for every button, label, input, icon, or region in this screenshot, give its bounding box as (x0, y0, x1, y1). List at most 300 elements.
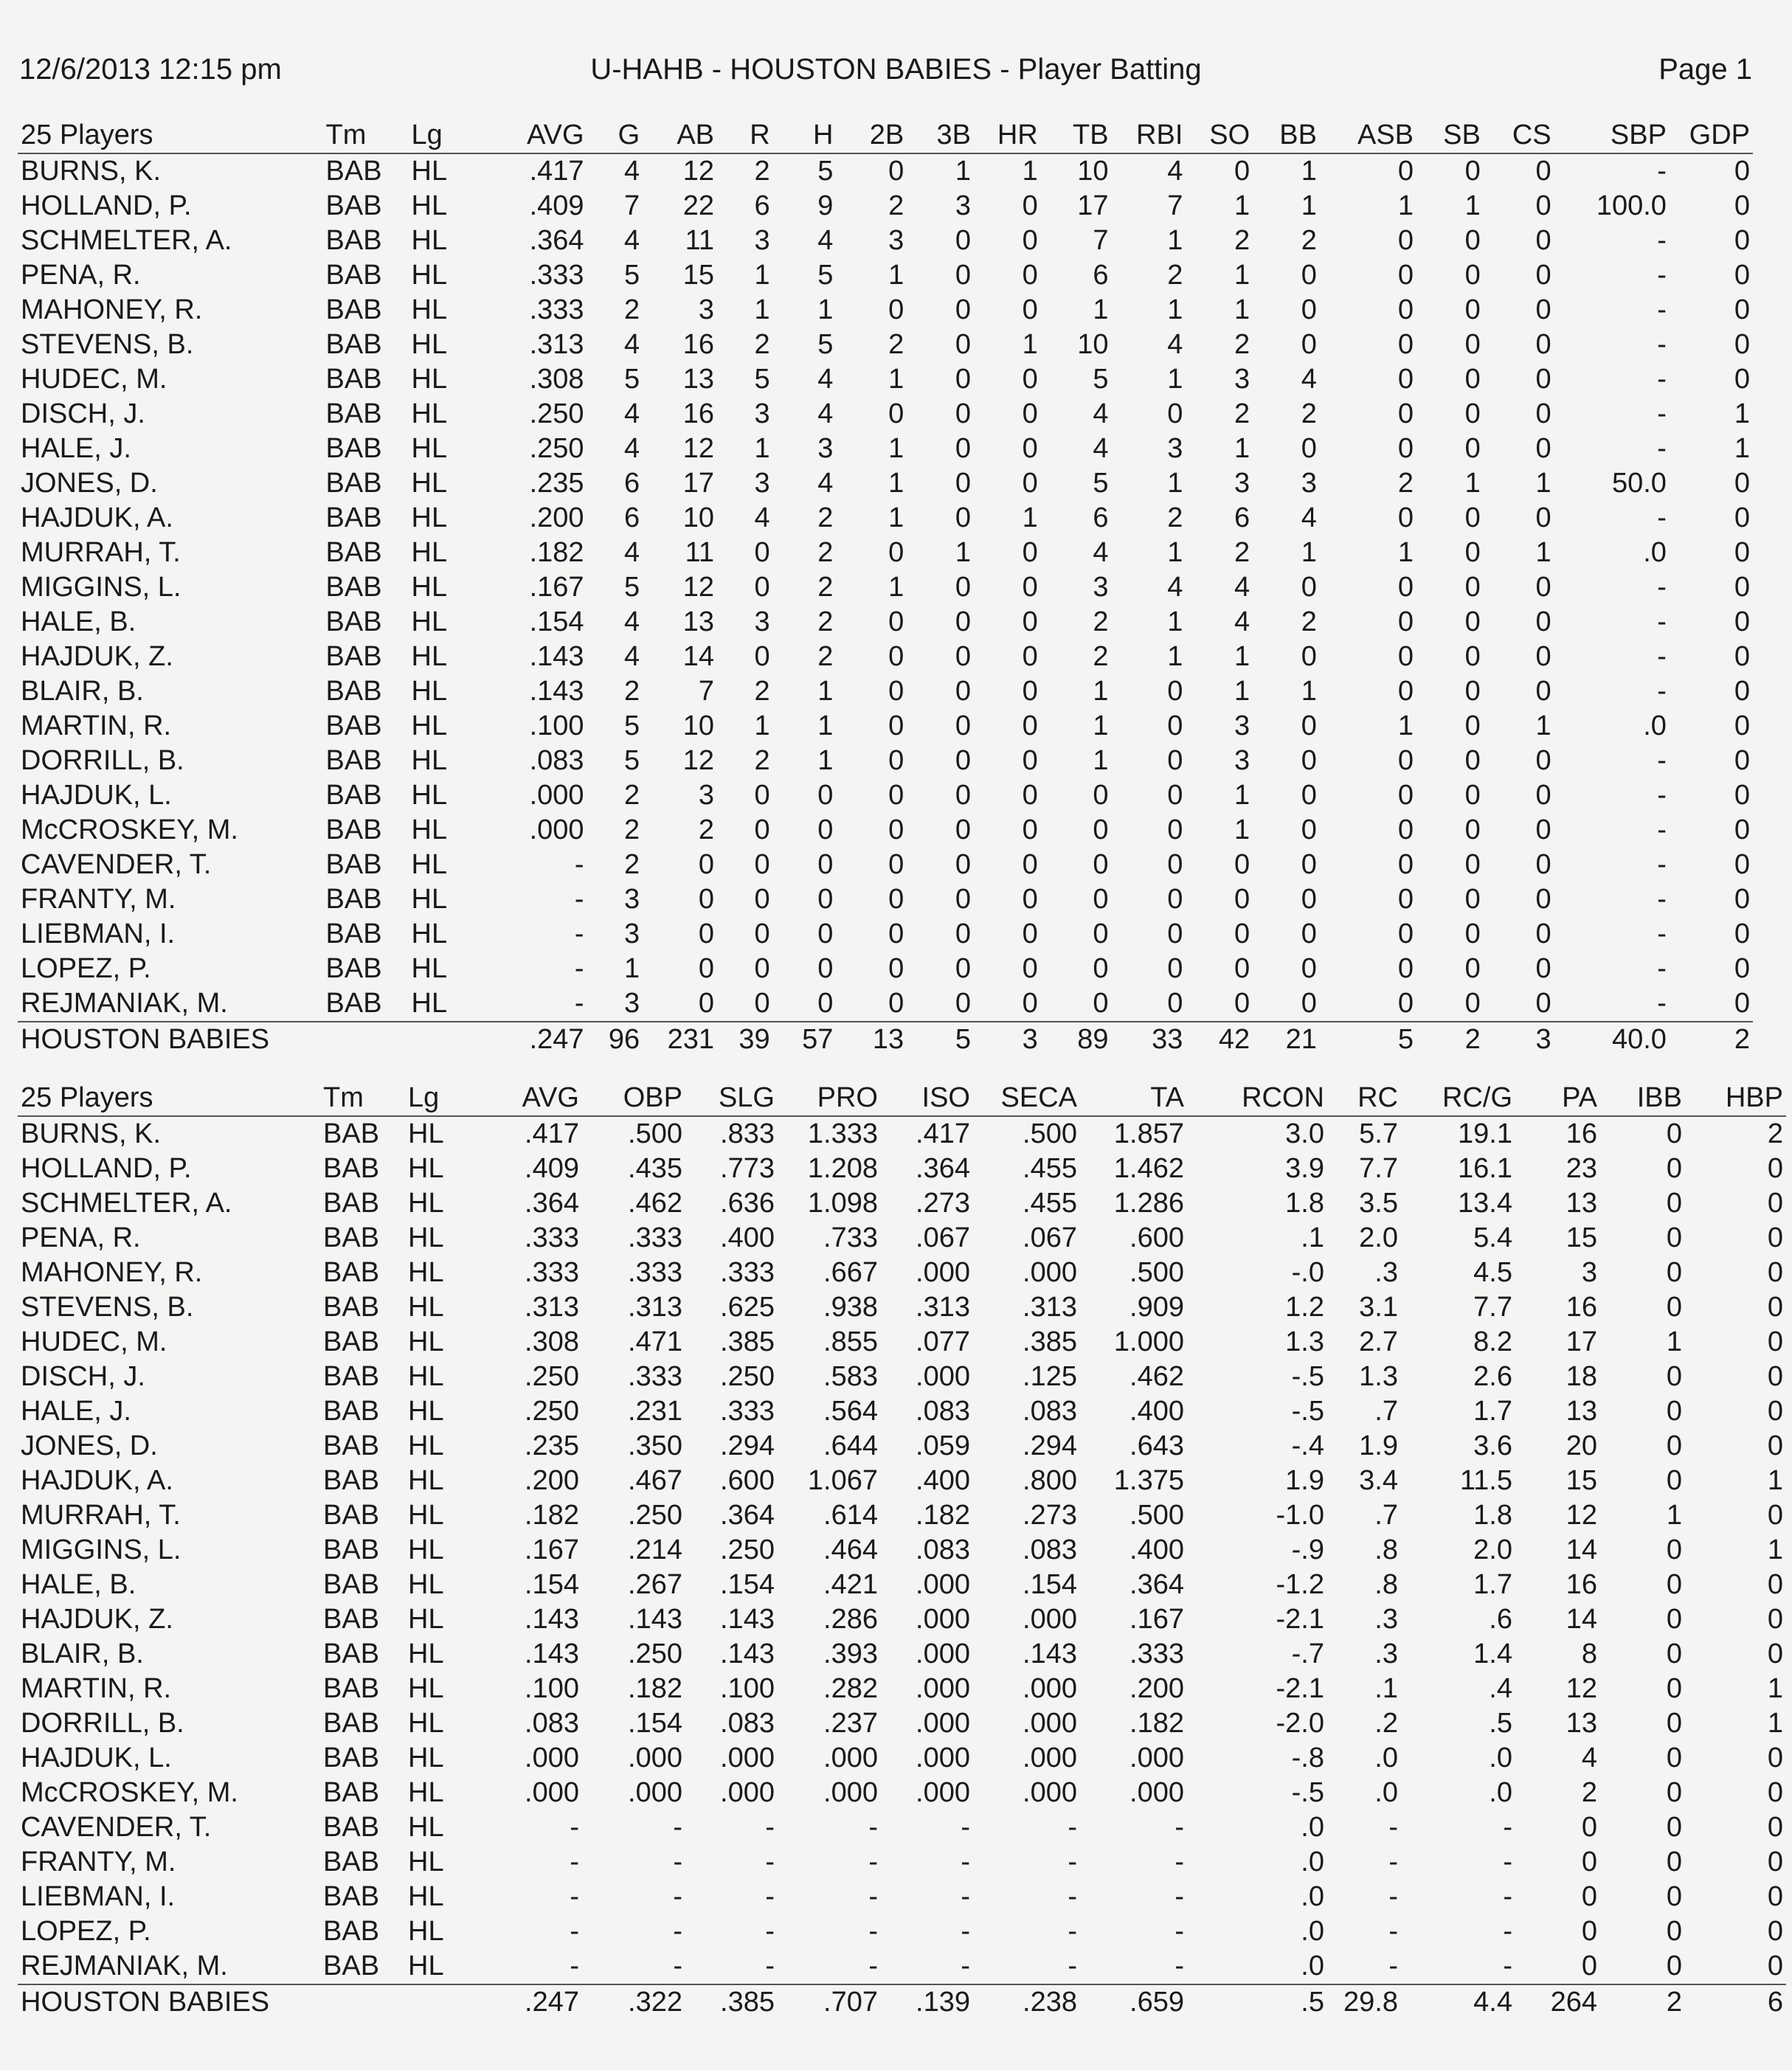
stat-cell-avg: .000 (525, 1742, 579, 1773)
stat-cell-tm: BAB (325, 641, 382, 672)
stat-cell-pa: 14 (1566, 1604, 1597, 1635)
total-cell-tm (323, 1022, 409, 1057)
stat-cell-hbp: 0 (1767, 1222, 1783, 1253)
stat-cell-obp: .435 (628, 1153, 682, 1184)
player-name: DORRILL, B. (21, 745, 184, 776)
stat-cell-g: 3 (624, 988, 640, 1019)
stat-cell-h: 1 (817, 745, 834, 776)
player-name: CAVENDER, T. (21, 1812, 212, 1843)
stat-cell-pa: 0 (1581, 1881, 1597, 1912)
stat-cell-obp: .214 (628, 1534, 682, 1565)
player-row (18, 1706, 1786, 1741)
stat-cell-bb: 0 (1301, 953, 1317, 984)
player-row (18, 952, 1753, 986)
player-row (18, 813, 1753, 848)
stat-cell-sbp: - (1657, 606, 1667, 637)
stat-cell-hbp: 0 (1767, 1292, 1783, 1323)
stat-cell-obp: .313 (628, 1292, 682, 1323)
stat-cell-tm: BAB (325, 676, 382, 707)
stat-cell-ab: 12 (682, 433, 715, 464)
stat-cell-g: 4 (624, 329, 640, 360)
stat-cell-so: 1 (1234, 190, 1250, 221)
stat-cell-r: 0 (754, 953, 770, 984)
stat-cell-g: 3 (624, 918, 640, 949)
player-name: HAJDUK, Z. (21, 1604, 173, 1635)
stat-cell-iso: .000 (916, 1777, 970, 1808)
stat-cell-bb: 0 (1301, 572, 1317, 603)
player-name: PENA, R. (21, 1222, 141, 1253)
stat-cell-obp: .154 (628, 1708, 682, 1739)
column-header-ab: AB (643, 118, 717, 153)
stat-cell-3b: 0 (955, 294, 971, 325)
column-header-rcon: RCON (1187, 1081, 1327, 1116)
column-header-sb: SB (1416, 118, 1484, 153)
stat-cell-rbi: 1 (1167, 537, 1183, 568)
stat-cell-iso: .083 (916, 1396, 970, 1427)
player-row (18, 1949, 1786, 1984)
stat-cell-3b: 0 (955, 814, 971, 845)
stat-cell-tb: 4 (1093, 433, 1109, 464)
stat-cell-r: 3 (754, 398, 770, 429)
stat-cell-ibb: 0 (1666, 1916, 1682, 1947)
stat-cell-ab: 3 (698, 780, 715, 811)
stat-cell-tm: BAB (323, 1777, 380, 1808)
stat-cell-lg: HL (411, 884, 448, 915)
stat-cell-lg: HL (411, 676, 448, 707)
stat-cell-2b: 2 (888, 190, 904, 221)
player-row (18, 1464, 1786, 1498)
stat-cell-hr: 0 (1022, 294, 1038, 325)
stat-cell-so: 0 (1234, 884, 1250, 915)
stat-cell-avg: - (570, 1950, 579, 1981)
stat-cell-tm: BAB (323, 1950, 380, 1981)
stat-cell-3b: 0 (955, 225, 971, 256)
stat-cell-tb: 5 (1093, 468, 1109, 499)
stat-cell-obp: - (673, 1950, 682, 1981)
stat-cell-hr: 0 (1022, 780, 1038, 811)
stat-cell-asb: 1 (1397, 190, 1414, 221)
stat-cell-pa: 12 (1566, 1673, 1597, 1704)
stat-cell-pro: - (868, 1881, 878, 1912)
stat-cell-pro: .464 (823, 1534, 878, 1565)
total-cell-2b: 13 (836, 1022, 907, 1057)
stat-cell-h: 2 (817, 537, 834, 568)
stat-cell-lg: HL (408, 1222, 444, 1253)
column-header-2b: 2B (836, 118, 907, 153)
total-cell-avg: .247 (475, 1022, 587, 1057)
stat-cell-sbp: - (1657, 364, 1667, 395)
player-row (18, 882, 1753, 917)
player-row (18, 1533, 1786, 1568)
stat-cell-cs: 0 (1535, 225, 1551, 256)
stat-cell-lg: HL (411, 190, 448, 221)
total-cell-pa: 264 (1515, 1984, 1600, 2020)
stat-cell-hbp: 0 (1767, 1812, 1783, 1843)
stat-cell-ta: .182 (1129, 1708, 1184, 1739)
stat-cell-r: 0 (754, 537, 770, 568)
player-row (18, 1880, 1786, 1914)
stat-cell-3b: 0 (955, 433, 971, 464)
stat-cell-sb: 0 (1464, 537, 1481, 568)
stat-cell-tm: BAB (325, 294, 382, 325)
column-header-avg: AVG (471, 1081, 582, 1116)
stat-cell-rcon: -.9 (1291, 1534, 1324, 1565)
stat-cell-avg: .308 (525, 1326, 579, 1357)
stat-cell-avg: - (574, 988, 584, 1019)
stat-cell-gdp: 0 (1734, 814, 1750, 845)
stat-cell-gdp: 0 (1734, 468, 1750, 499)
stat-cell-cs: 0 (1535, 745, 1551, 776)
stat-cell-tm: BAB (323, 1465, 380, 1496)
stat-cell-so: 2 (1234, 398, 1250, 429)
stat-cell-rcon: .0 (1301, 1916, 1324, 1947)
stat-cell-sbp: 100.0 (1596, 190, 1667, 221)
stat-cell-seca: .455 (1023, 1153, 1077, 1184)
stat-cell-bb: 2 (1301, 398, 1317, 429)
stat-cell-iso: - (961, 1950, 970, 1981)
stat-cell-avg: .200 (525, 1465, 579, 1496)
stat-cell-h: 4 (817, 398, 834, 429)
stat-cell-2b: 3 (888, 225, 904, 256)
stat-cell-lg: HL (411, 814, 448, 845)
stat-cell-pro: .421 (823, 1569, 878, 1600)
stat-cell-cs: 0 (1535, 156, 1551, 187)
stat-cell-ta: .500 (1129, 1257, 1184, 1288)
stat-cell-rc-g: 11.5 (1459, 1465, 1512, 1496)
stat-cell-lg: HL (411, 225, 448, 256)
stat-cell-avg: .143 (529, 641, 584, 672)
stat-cell-obp: .350 (628, 1430, 682, 1461)
stat-cell-h: 2 (817, 641, 834, 672)
stat-cell-so: 1 (1234, 780, 1250, 811)
stat-cell-avg: .250 (525, 1396, 579, 1427)
stat-cell-lg: HL (408, 1465, 444, 1496)
stat-cell-tm: BAB (325, 953, 382, 984)
player-row (18, 1394, 1786, 1429)
player-row (18, 397, 1753, 432)
stat-cell-lg: HL (411, 329, 448, 360)
stat-cell-ta: .333 (1129, 1638, 1184, 1669)
stat-cell-hbp: 0 (1767, 1257, 1783, 1288)
player-row (18, 640, 1753, 674)
stat-cell-lg: HL (411, 502, 448, 533)
stat-cell-rcon: -2.0 (1276, 1708, 1324, 1739)
total-cell-tm (320, 1984, 405, 2020)
stat-cell-lg: HL (411, 745, 448, 776)
total-cell-sb: 2 (1416, 1022, 1484, 1057)
column-header-gdp: GDP (1670, 118, 1753, 153)
stat-cell-sb: 0 (1464, 953, 1481, 984)
stat-cell-pa: 8 (1581, 1638, 1597, 1669)
stat-cell-sb: 0 (1464, 398, 1481, 429)
stat-cell-lg: HL (411, 780, 448, 811)
stat-cell-h: 4 (817, 364, 834, 395)
stat-cell-rbi: 1 (1167, 364, 1183, 395)
stat-cell-h: 4 (817, 468, 834, 499)
stat-cell-pa: 0 (1581, 1846, 1597, 1877)
stat-cell-so: 6 (1234, 502, 1250, 533)
stat-cell-2b: 0 (888, 745, 904, 776)
stat-cell-gdp: 0 (1734, 918, 1750, 949)
stat-cell-pro: 1.333 (807, 1118, 878, 1149)
stat-cell-so: 3 (1234, 745, 1250, 776)
total-cell-obp: .322 (582, 1984, 685, 2020)
stat-cell-iso: - (961, 1846, 970, 1877)
stat-cell-rc: .0 (1374, 1777, 1398, 1808)
stat-cell-avg: .167 (529, 572, 584, 603)
stat-cell-g: 5 (624, 572, 640, 603)
stat-cell-lg: HL (408, 1604, 444, 1635)
column-header-hr: HR (974, 118, 1041, 153)
report-date: 12/6/2013 12:15 pm (19, 53, 282, 86)
player-row (18, 1568, 1786, 1602)
stat-cell-slg: - (765, 1881, 775, 1912)
player-row (18, 848, 1753, 882)
stat-cell-avg: .417 (529, 156, 584, 187)
stat-cell-rc: 3.5 (1359, 1188, 1398, 1219)
stat-cell-lg: HL (411, 641, 448, 672)
stat-cell-ab: 0 (698, 884, 715, 915)
total-cell-rcon: .5 (1187, 1984, 1327, 2020)
stat-cell-avg: .313 (529, 329, 584, 360)
stat-cell-seca: - (1068, 1950, 1077, 1981)
stat-cell-hbp: 0 (1767, 1326, 1783, 1357)
stat-cell-3b: 0 (955, 745, 971, 776)
player-name: LIEBMAN, I. (21, 1881, 176, 1912)
stat-cell-ab: 14 (682, 641, 715, 672)
player-row (18, 570, 1753, 605)
stat-cell-sb: 0 (1464, 260, 1481, 291)
stat-cell-pro: .282 (823, 1673, 878, 1704)
stat-cell-pro: .733 (823, 1222, 878, 1253)
stat-cell-ibb: 1 (1666, 1500, 1682, 1531)
stat-cell-bb: 0 (1301, 260, 1317, 291)
stat-cell-pro: .938 (823, 1292, 878, 1323)
stat-cell-avg: .235 (529, 468, 584, 499)
stat-cell-so: 3 (1234, 468, 1250, 499)
stat-cell-avg: - (570, 1846, 579, 1877)
stat-cell-avg: .364 (525, 1188, 579, 1219)
stat-cell-seca: - (1068, 1916, 1077, 1947)
stat-cell-pa: 13 (1566, 1396, 1597, 1427)
stat-cell-lg: HL (411, 988, 448, 1019)
stat-cell-rc: .3 (1374, 1257, 1398, 1288)
stat-cell-asb: 0 (1397, 641, 1414, 672)
total-cell-h: 57 (773, 1022, 837, 1057)
stat-cell-g: 4 (624, 433, 640, 464)
stat-cell-hr: 0 (1022, 641, 1038, 672)
stat-cell-slg: - (765, 1950, 775, 1981)
stat-cell-pro: .564 (823, 1396, 878, 1427)
report-title: U-HAHB - HOUSTON BABIES - Player Batting (590, 53, 1202, 86)
stat-cell-slg: .833 (720, 1118, 775, 1149)
stat-cell-rbi: 0 (1167, 849, 1183, 880)
stat-cell-ab: 12 (682, 572, 715, 603)
stat-cell-cs: 1 (1535, 710, 1551, 741)
stat-cell-tb: 0 (1093, 780, 1109, 811)
stat-cell-gdp: 0 (1734, 745, 1750, 776)
stat-cell-r: 2 (754, 156, 770, 187)
stat-cell-obp: .231 (628, 1396, 682, 1427)
stat-cell-hr: 0 (1022, 953, 1038, 984)
stat-cell-hbp: 0 (1767, 1881, 1783, 1912)
stat-cell-rc: .8 (1374, 1534, 1398, 1565)
stat-cell-avg: .409 (529, 190, 584, 221)
stat-cell-rc-g: 13.4 (1458, 1188, 1512, 1219)
stat-cell-rc: .7 (1374, 1500, 1398, 1531)
stat-cell-ab: 3 (698, 294, 715, 325)
stat-cell-lg: HL (408, 1846, 444, 1877)
stat-cell-obp: .471 (628, 1326, 682, 1357)
stat-cell-rc-g: 1.8 (1473, 1500, 1512, 1531)
stat-cell-slg: - (765, 1916, 775, 1947)
player-name: HAJDUK, Z. (21, 641, 173, 672)
team-total-label: HOUSTON BABIES (18, 1022, 323, 1057)
stat-cell-hr: 0 (1022, 745, 1038, 776)
stat-cell-ta: - (1175, 1812, 1184, 1843)
stat-cell-avg: - (570, 1916, 579, 1947)
stat-cell-sb: 0 (1464, 572, 1481, 603)
stat-cell-ta: 1.857 (1113, 1118, 1184, 1149)
stat-cell-avg: .000 (529, 780, 584, 811)
stat-cell-seca: .000 (1023, 1708, 1077, 1739)
stat-cell-ibb: 0 (1666, 1812, 1682, 1843)
player-name: SCHMELTER, A. (21, 1188, 232, 1219)
stat-cell-bb: 0 (1301, 814, 1317, 845)
stat-cell-asb: 0 (1397, 156, 1414, 187)
stat-cell-h: 2 (817, 502, 834, 533)
stat-cell-cs: 0 (1535, 294, 1551, 325)
stat-cell-ta: .364 (1129, 1569, 1184, 1600)
stat-cell-tb: 1 (1093, 745, 1109, 776)
stat-cell-gdp: 0 (1734, 953, 1750, 984)
stat-cell-avg: .333 (525, 1222, 579, 1253)
stat-cell-slg: .385 (720, 1326, 775, 1357)
stat-cell-rcon: -.8 (1291, 1742, 1324, 1773)
stat-cell-slg: .000 (720, 1777, 775, 1808)
stat-cell-gdp: 0 (1734, 676, 1750, 707)
stat-cell-seca: .083 (1023, 1534, 1077, 1565)
stat-cell-ab: 13 (682, 364, 715, 395)
stat-cell-rc-g: 1.4 (1473, 1638, 1512, 1669)
stat-cell-sb: 0 (1464, 918, 1481, 949)
stat-cell-rc: - (1388, 1881, 1398, 1912)
player-name: BLAIR, B. (21, 676, 144, 707)
stat-cell-rcon: -.0 (1291, 1257, 1324, 1288)
stat-cell-sb: 0 (1464, 641, 1481, 672)
stat-cell-avg: - (574, 849, 584, 880)
column-header-hbp: HBP (1685, 1081, 1786, 1116)
stat-cell-g: 5 (624, 710, 640, 741)
stat-cell-avg: .182 (529, 537, 584, 568)
stat-cell-3b: 0 (955, 849, 971, 880)
stat-cell-lg: HL (411, 156, 448, 187)
stat-cell-hr: 0 (1022, 572, 1038, 603)
stat-cell-gdp: 0 (1734, 260, 1750, 291)
stat-cell-iso: .083 (916, 1534, 970, 1565)
stat-cell-2b: 1 (888, 364, 904, 395)
stat-cell-h: 0 (817, 849, 834, 880)
stat-cell-rcon: -.5 (1291, 1777, 1324, 1808)
player-name: HAJDUK, A. (21, 1465, 173, 1496)
stat-cell-pro: .000 (823, 1742, 878, 1773)
stat-cell-ta: .643 (1129, 1430, 1184, 1461)
stat-cell-r: 3 (754, 606, 770, 637)
stat-cell-g: 2 (624, 676, 640, 707)
player-row (18, 1498, 1786, 1533)
stat-cell-pa: 4 (1581, 1742, 1597, 1773)
total-cell-asb: 5 (1320, 1022, 1416, 1057)
stat-cell-iso: .400 (916, 1465, 970, 1496)
stat-cell-lg: HL (408, 1708, 444, 1739)
stat-cell-rc-g: - (1503, 1950, 1512, 1981)
stat-cell-lg: HL (408, 1188, 444, 1219)
stat-cell-rbi: 1 (1167, 606, 1183, 637)
stat-cell-rbi: 0 (1167, 398, 1183, 429)
stat-cell-iso: .000 (916, 1673, 970, 1704)
stat-cell-tm: BAB (325, 849, 382, 880)
stat-cell-ab: 11 (685, 225, 715, 256)
stat-cell-cs: 0 (1535, 260, 1551, 291)
stat-cell-sbp: - (1657, 225, 1667, 256)
player-name: HAJDUK, L. (21, 1742, 172, 1773)
player-name: FRANTY, M. (21, 884, 176, 915)
stat-cell-rbi: 0 (1167, 988, 1183, 1019)
player-row (18, 1637, 1786, 1672)
stat-cell-r: 3 (754, 468, 770, 499)
stat-cell-hr: 0 (1022, 988, 1038, 1019)
stat-cell-ab: 17 (682, 468, 715, 499)
stat-cell-lg: HL (411, 537, 448, 568)
stat-cell-tm: BAB (325, 745, 382, 776)
stat-cell-r: 0 (754, 780, 770, 811)
stat-cell-tm: BAB (323, 1153, 380, 1184)
stat-cell-sbp: - (1657, 918, 1667, 949)
total-cell-rc: 29.8 (1327, 1984, 1401, 2020)
stat-cell-tm: BAB (325, 433, 382, 464)
stat-cell-g: 4 (624, 225, 640, 256)
stat-cell-h: 3 (817, 433, 834, 464)
column-header-bb: BB (1253, 118, 1320, 153)
stat-cell-iso: .000 (916, 1361, 970, 1392)
stat-cell-3b: 0 (955, 710, 971, 741)
stat-cell-rbi: 1 (1167, 225, 1183, 256)
player-row (18, 189, 1753, 224)
stat-cell-so: 1 (1234, 433, 1250, 464)
stat-cell-pa: 13 (1566, 1188, 1597, 1219)
stat-cell-2b: 1 (888, 433, 904, 464)
stat-cell-slg: .333 (720, 1396, 775, 1427)
player-row (18, 1914, 1786, 1949)
stat-cell-pa: 15 (1566, 1222, 1597, 1253)
player-name: MIGGINS, L. (21, 1534, 181, 1565)
stat-cell-g: 2 (624, 814, 640, 845)
stat-cell-seca: .143 (1023, 1638, 1077, 1669)
player-row (18, 1845, 1786, 1880)
stat-cell-rbi: 1 (1167, 294, 1183, 325)
stat-cell-tm: BAB (325, 260, 382, 291)
stat-cell-hbp: 0 (1767, 1500, 1783, 1531)
stat-cell-hr: 0 (1022, 468, 1038, 499)
stat-cell-sb: 0 (1464, 745, 1481, 776)
stat-cell-2b: 0 (888, 780, 904, 811)
stat-cell-g: 4 (624, 606, 640, 637)
stat-cell-ibb: 0 (1666, 1222, 1682, 1253)
stat-cell-hbp: 0 (1767, 1604, 1783, 1635)
stat-cell-g: 4 (624, 156, 640, 187)
stat-cell-h: 0 (817, 918, 834, 949)
stat-cell-ibb: 0 (1666, 1534, 1682, 1565)
